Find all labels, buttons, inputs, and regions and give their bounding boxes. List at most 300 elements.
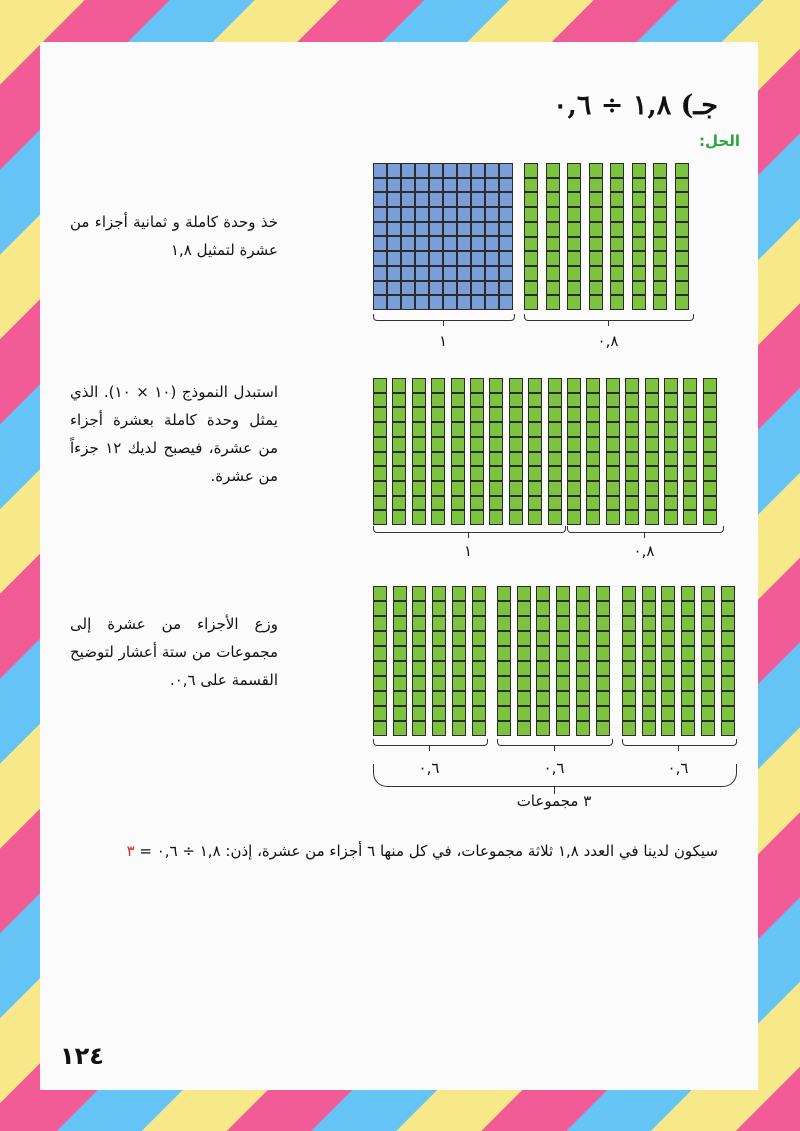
hundredth-cell bbox=[548, 422, 562, 437]
hundredth-cell bbox=[452, 691, 466, 706]
tenth-rod bbox=[489, 378, 503, 525]
hundredth-cell bbox=[432, 691, 446, 706]
hundredth-cell bbox=[431, 452, 445, 467]
hundredth-cell bbox=[470, 510, 484, 525]
hundredth-cell bbox=[393, 676, 407, 691]
hundredth-cell bbox=[373, 586, 387, 601]
hundredth-cell bbox=[546, 222, 560, 237]
hundredth-cell bbox=[596, 601, 610, 616]
hundredth-cell bbox=[517, 721, 531, 736]
hundredth-cell bbox=[471, 251, 485, 266]
hundredth-cell bbox=[393, 616, 407, 631]
hundredth-cell bbox=[432, 586, 446, 601]
hundredth-cell bbox=[703, 510, 717, 525]
hundredth-cell bbox=[517, 586, 531, 601]
hundredth-cell bbox=[606, 510, 620, 525]
hundredth-cell bbox=[567, 251, 581, 266]
hundredth-cell bbox=[443, 178, 457, 193]
hundredth-cell bbox=[472, 601, 486, 616]
hundredth-cell bbox=[664, 452, 678, 467]
hundredth-cell bbox=[721, 706, 735, 721]
caption-tenths-step2: ٠,٨ bbox=[633, 542, 655, 560]
hundredth-cell bbox=[683, 510, 697, 525]
hundredth-cell bbox=[653, 237, 667, 252]
hundredth-cell bbox=[586, 407, 600, 422]
hundredth-cell bbox=[556, 661, 570, 676]
hundredth-cell bbox=[373, 407, 387, 422]
hundredth-cell bbox=[412, 466, 426, 481]
hundredth-cell bbox=[489, 393, 503, 408]
hundredth-cell bbox=[528, 466, 542, 481]
hundredth-cell bbox=[596, 646, 610, 661]
tenth-rod bbox=[472, 586, 486, 736]
hundredth-cell bbox=[661, 601, 675, 616]
hundredth-cell bbox=[567, 281, 581, 296]
hundredth-cell bbox=[536, 676, 550, 691]
hundredth-cell bbox=[470, 452, 484, 467]
hundredth-cell bbox=[452, 661, 466, 676]
hundredth-cell bbox=[431, 422, 445, 437]
hundredth-cell bbox=[567, 452, 581, 467]
tenth-rod bbox=[452, 586, 466, 736]
hundredth-cell bbox=[472, 691, 486, 706]
hundredth-cell bbox=[470, 378, 484, 393]
hundredth-cell bbox=[499, 281, 513, 296]
hundredth-cell bbox=[622, 631, 636, 646]
hundredth-cell bbox=[721, 661, 735, 676]
hundredth-cell bbox=[429, 266, 443, 281]
hundredth-cell bbox=[596, 661, 610, 676]
hundredth-cell bbox=[675, 192, 689, 207]
hundredth-cell bbox=[392, 407, 406, 422]
hundredth-cell bbox=[664, 437, 678, 452]
hundredth-cell bbox=[546, 251, 560, 266]
hundredth-cell bbox=[596, 691, 610, 706]
hundredth-cell bbox=[431, 437, 445, 452]
hundredth-cell bbox=[499, 178, 513, 193]
hundredth-cell bbox=[393, 661, 407, 676]
hundredth-cell bbox=[536, 586, 550, 601]
hundredth-cell bbox=[457, 295, 471, 310]
tenth-rod bbox=[509, 378, 523, 525]
hundredth-cell bbox=[610, 163, 624, 178]
hundredth-cell bbox=[642, 616, 656, 631]
hundredth-cell bbox=[632, 178, 646, 193]
hundredth-cell bbox=[485, 236, 499, 251]
hundredth-cell bbox=[432, 601, 446, 616]
tenth-rod bbox=[586, 378, 600, 525]
hundredth-cell bbox=[373, 481, 387, 496]
hundredth-cell bbox=[457, 281, 471, 296]
hundredth-cell bbox=[497, 586, 511, 601]
hundredth-cell bbox=[499, 251, 513, 266]
tenth-rod bbox=[373, 586, 387, 736]
hundredth-cell bbox=[586, 393, 600, 408]
hundredth-cell bbox=[653, 295, 667, 310]
hundredth-cell bbox=[443, 207, 457, 222]
hundredth-cell bbox=[517, 676, 531, 691]
hundredth-cell bbox=[622, 676, 636, 691]
answer: ٣ bbox=[126, 842, 135, 860]
tenth-rod bbox=[548, 378, 562, 525]
hundredth-cell bbox=[546, 163, 560, 178]
tenth-rod bbox=[610, 163, 624, 310]
hundredth-cell bbox=[373, 222, 387, 237]
hundredth-cell bbox=[548, 378, 562, 393]
hundredth-cell bbox=[622, 706, 636, 721]
hundredth-cell bbox=[373, 207, 387, 222]
tenth-rod bbox=[664, 378, 678, 525]
hundredth-cell bbox=[432, 706, 446, 721]
hundredth-cell bbox=[373, 721, 387, 736]
hundredth-cell bbox=[412, 393, 426, 408]
hundredth-cell bbox=[632, 295, 646, 310]
hundredth-cell bbox=[675, 178, 689, 193]
hundredth-cell bbox=[642, 691, 656, 706]
hundredth-cell bbox=[457, 163, 471, 178]
hundredth-cell bbox=[373, 251, 387, 266]
hundredth-cell bbox=[401, 266, 415, 281]
hundredth-cell bbox=[387, 266, 401, 281]
hundredth-cell bbox=[567, 481, 581, 496]
hundredth-cell bbox=[681, 586, 695, 601]
hundredth-cell bbox=[606, 437, 620, 452]
hundredth-cell bbox=[610, 281, 624, 296]
hundredth-cell bbox=[576, 616, 590, 631]
tenth-rod bbox=[645, 378, 659, 525]
hundredth-cell bbox=[509, 452, 523, 467]
hundredth-cell bbox=[576, 586, 590, 601]
hundredth-cell bbox=[373, 393, 387, 408]
step1-text: خذ وحدة كاملة و ثمانية أجزاء من عشرة لتمثيل ١,٨ bbox=[70, 213, 278, 259]
hundredth-cell bbox=[471, 192, 485, 207]
hundredth-cell bbox=[387, 192, 401, 207]
hundredth-cell bbox=[548, 393, 562, 408]
hundredth-cell bbox=[703, 452, 717, 467]
hundredth-cell bbox=[721, 631, 735, 646]
hundredth-cell bbox=[470, 407, 484, 422]
hundredth-cell bbox=[606, 378, 620, 393]
hundredth-cell bbox=[546, 295, 560, 310]
hundredth-cell bbox=[457, 178, 471, 193]
hundredth-cell bbox=[392, 466, 406, 481]
hundredth-cell bbox=[606, 452, 620, 467]
hundredth-cell bbox=[387, 295, 401, 310]
hundredth-cell bbox=[681, 721, 695, 736]
hundredth-cell bbox=[485, 222, 499, 237]
hundredth-cell bbox=[721, 601, 735, 616]
hundredth-cell bbox=[432, 631, 446, 646]
hundredth-cell bbox=[497, 676, 511, 691]
hundredth-cell bbox=[653, 192, 667, 207]
hundredth-cell bbox=[586, 437, 600, 452]
hundredth-cell bbox=[432, 721, 446, 736]
hundredth-cell bbox=[393, 601, 407, 616]
hundredth-cell bbox=[703, 496, 717, 511]
hundredth-cell bbox=[701, 616, 715, 631]
hundredth-cell bbox=[632, 251, 646, 266]
hundredth-cell bbox=[373, 631, 387, 646]
hundredth-cell bbox=[499, 222, 513, 237]
hundredth-cell bbox=[596, 721, 610, 736]
hundredth-cell bbox=[556, 601, 570, 616]
hundredth-cell bbox=[489, 407, 503, 422]
hundredth-cell bbox=[431, 496, 445, 511]
hundredth-cell bbox=[524, 266, 538, 281]
tenth-rod bbox=[567, 378, 581, 525]
hundredth-cell bbox=[412, 586, 426, 601]
hundredth-cell bbox=[589, 222, 603, 237]
hundredth-cell bbox=[452, 616, 466, 631]
hundredth-cell bbox=[373, 178, 387, 193]
tenth-rod bbox=[412, 378, 426, 525]
hundredth-cell bbox=[373, 378, 387, 393]
hundredth-cell bbox=[524, 163, 538, 178]
hundredth-cell bbox=[509, 437, 523, 452]
hundredth-cell bbox=[509, 378, 523, 393]
hundredth-cell bbox=[412, 616, 426, 631]
hundredth-cell bbox=[683, 422, 697, 437]
hundredth-cell bbox=[489, 452, 503, 467]
hundredth-cell bbox=[373, 437, 387, 452]
hundredth-cell bbox=[451, 393, 465, 408]
hundredth-cell bbox=[610, 237, 624, 252]
hundredth-cell bbox=[567, 222, 581, 237]
hundredth-cell bbox=[457, 236, 471, 251]
hundredth-cell bbox=[429, 251, 443, 266]
hundredth-cell bbox=[489, 510, 503, 525]
hundredth-cell bbox=[401, 295, 415, 310]
hundredth-cell bbox=[567, 178, 581, 193]
hundredth-cell bbox=[548, 407, 562, 422]
hundredth-cell bbox=[632, 192, 646, 207]
hundredth-cell bbox=[373, 676, 387, 691]
hundredth-cell bbox=[471, 281, 485, 296]
hundredth-cell bbox=[536, 706, 550, 721]
hundredth-cell bbox=[653, 222, 667, 237]
hundredth-cell bbox=[472, 661, 486, 676]
tenth-rod bbox=[528, 378, 542, 525]
hundredth-cell bbox=[610, 207, 624, 222]
hundredth-cell bbox=[701, 706, 715, 721]
hundredth-cell bbox=[703, 378, 717, 393]
hundredth-cell bbox=[586, 452, 600, 467]
hundredth-cell bbox=[443, 192, 457, 207]
hundredth-cell bbox=[452, 676, 466, 691]
hundredth-cell bbox=[470, 393, 484, 408]
hundredth-cell bbox=[373, 295, 387, 310]
hundredth-cell bbox=[661, 631, 675, 646]
hundredth-cell bbox=[567, 422, 581, 437]
solution-label: الحل: bbox=[699, 132, 740, 150]
tenth-rod bbox=[632, 163, 646, 310]
brace-one-step2 bbox=[373, 526, 566, 533]
hundredth-cell bbox=[664, 481, 678, 496]
tenth-rod bbox=[524, 163, 538, 310]
hundredth-cell bbox=[373, 661, 387, 676]
problem-title: ﺟـ) ١,٨ ÷ ٠,٦ bbox=[552, 90, 718, 121]
hundredth-cell bbox=[429, 281, 443, 296]
hundredth-cell bbox=[567, 207, 581, 222]
hundredth-cell bbox=[401, 222, 415, 237]
hundredth-cell bbox=[412, 496, 426, 511]
tenth-rod bbox=[431, 378, 445, 525]
hundredth-cell bbox=[431, 466, 445, 481]
brace-group-3 bbox=[622, 739, 737, 746]
hundredth-cell bbox=[703, 437, 717, 452]
hundredth-cell bbox=[622, 646, 636, 661]
hundredth-cell bbox=[721, 721, 735, 736]
hundredth-cell bbox=[675, 295, 689, 310]
hundredth-cell bbox=[661, 661, 675, 676]
hundredth-cell bbox=[517, 631, 531, 646]
hundredth-cell bbox=[485, 295, 499, 310]
hundredth-cell bbox=[517, 601, 531, 616]
hundredth-cell bbox=[387, 236, 401, 251]
caption-one-step2: ١ bbox=[463, 542, 473, 560]
hundredth-cell bbox=[653, 207, 667, 222]
hundredth-cell bbox=[415, 178, 429, 193]
hundredth-cell bbox=[548, 437, 562, 452]
hundredth-cell bbox=[556, 676, 570, 691]
hundredth-cell bbox=[681, 676, 695, 691]
hundredth-cell bbox=[528, 437, 542, 452]
hundredth-cell bbox=[701, 631, 715, 646]
hundredth-cell bbox=[443, 222, 457, 237]
caption-group-1: ٠,٦ bbox=[418, 759, 440, 777]
hundredth-cell bbox=[642, 706, 656, 721]
hundredth-cell bbox=[683, 481, 697, 496]
hundredth-cell bbox=[576, 661, 590, 676]
hundredth-cell bbox=[401, 251, 415, 266]
hundredth-cell bbox=[431, 407, 445, 422]
hundredth-cell bbox=[589, 192, 603, 207]
caption-group-3: ٠,٦ bbox=[667, 759, 689, 777]
hundredth-cell bbox=[528, 378, 542, 393]
hundredth-cell bbox=[509, 481, 523, 496]
hundredth-cell bbox=[499, 192, 513, 207]
tenth-rod bbox=[393, 586, 407, 736]
hundredth-cell bbox=[497, 631, 511, 646]
hundredth-cell bbox=[567, 378, 581, 393]
hundredth-cell bbox=[645, 378, 659, 393]
hundredth-cell bbox=[509, 422, 523, 437]
hundredth-cell bbox=[401, 236, 415, 251]
hundredth-cell bbox=[497, 601, 511, 616]
hundredth-cell bbox=[392, 481, 406, 496]
hundredth-cell bbox=[471, 178, 485, 193]
hundredth-cell bbox=[392, 378, 406, 393]
hundredth-cell bbox=[528, 496, 542, 511]
hundredth-cell bbox=[567, 437, 581, 452]
hundredth-cell bbox=[452, 586, 466, 601]
hundredth-cell bbox=[721, 691, 735, 706]
hundredth-cell bbox=[524, 222, 538, 237]
hundredth-cell bbox=[524, 237, 538, 252]
hundredth-cell bbox=[701, 646, 715, 661]
tenth-rod bbox=[373, 378, 387, 525]
hundredth-cell bbox=[471, 266, 485, 281]
hundredth-cell bbox=[373, 601, 387, 616]
hundredth-cell bbox=[451, 496, 465, 511]
hundredth-cell bbox=[536, 631, 550, 646]
tenth-rod bbox=[567, 163, 581, 310]
hundredth-cell bbox=[415, 163, 429, 178]
hundredth-cell bbox=[622, 601, 636, 616]
hundredth-cell bbox=[451, 481, 465, 496]
hundredth-cell bbox=[589, 281, 603, 296]
hundredth-cell bbox=[632, 207, 646, 222]
hundredth-cell bbox=[373, 452, 387, 467]
hundredth-cell bbox=[664, 466, 678, 481]
hundredth-cell bbox=[387, 163, 401, 178]
hundredth-cell bbox=[373, 163, 387, 178]
hundredth-cell bbox=[451, 437, 465, 452]
hundredth-cell bbox=[452, 646, 466, 661]
tenth-rod bbox=[703, 378, 717, 525]
tenth-rod bbox=[576, 586, 590, 736]
hundredth-cell bbox=[681, 646, 695, 661]
hundredth-cell bbox=[451, 422, 465, 437]
hundredth-cell bbox=[517, 691, 531, 706]
hundredth-cell bbox=[451, 452, 465, 467]
tenth-rod bbox=[470, 378, 484, 525]
hundredth-cell bbox=[567, 266, 581, 281]
hundredth-cell bbox=[393, 721, 407, 736]
hundredth-cell bbox=[429, 207, 443, 222]
hundredth-cell bbox=[653, 251, 667, 266]
hundredth-cell bbox=[412, 661, 426, 676]
hundredth-cell bbox=[664, 393, 678, 408]
hundredth-cell bbox=[412, 721, 426, 736]
hundredth-cell bbox=[701, 676, 715, 691]
tenth-rod bbox=[661, 586, 675, 736]
hundredth-cell bbox=[524, 281, 538, 296]
hundredth-cell bbox=[632, 237, 646, 252]
hundredth-cell bbox=[393, 646, 407, 661]
hundredth-cell bbox=[589, 178, 603, 193]
hundredth-cell bbox=[509, 407, 523, 422]
hundredth-cell bbox=[415, 281, 429, 296]
hundredth-cell bbox=[586, 422, 600, 437]
hundredth-cell bbox=[536, 661, 550, 676]
hundredth-cell bbox=[499, 207, 513, 222]
hundredth-cell bbox=[625, 378, 639, 393]
hundredth-cell bbox=[373, 646, 387, 661]
hundredth-cell bbox=[701, 691, 715, 706]
hundredth-cell bbox=[373, 616, 387, 631]
hundredth-cell bbox=[576, 646, 590, 661]
hundredth-cell bbox=[429, 192, 443, 207]
hundredth-cell bbox=[392, 393, 406, 408]
hundredth-cell bbox=[606, 481, 620, 496]
hundredth-cell bbox=[373, 510, 387, 525]
caption-group-2: ٠,٦ bbox=[543, 759, 565, 777]
hundredth-cell bbox=[485, 178, 499, 193]
hundredth-cell bbox=[373, 281, 387, 296]
hundredth-cell bbox=[517, 661, 531, 676]
hundredth-cell bbox=[431, 393, 445, 408]
hundredth-cell bbox=[509, 510, 523, 525]
hundredth-cell bbox=[429, 163, 443, 178]
hundredth-cell bbox=[393, 706, 407, 721]
hundredth-cell bbox=[625, 452, 639, 467]
hundredth-cell bbox=[472, 676, 486, 691]
hundredth-cell bbox=[645, 422, 659, 437]
hundredth-cell bbox=[567, 496, 581, 511]
hundredth-cell bbox=[721, 646, 735, 661]
caption-one: ١ bbox=[438, 332, 448, 350]
